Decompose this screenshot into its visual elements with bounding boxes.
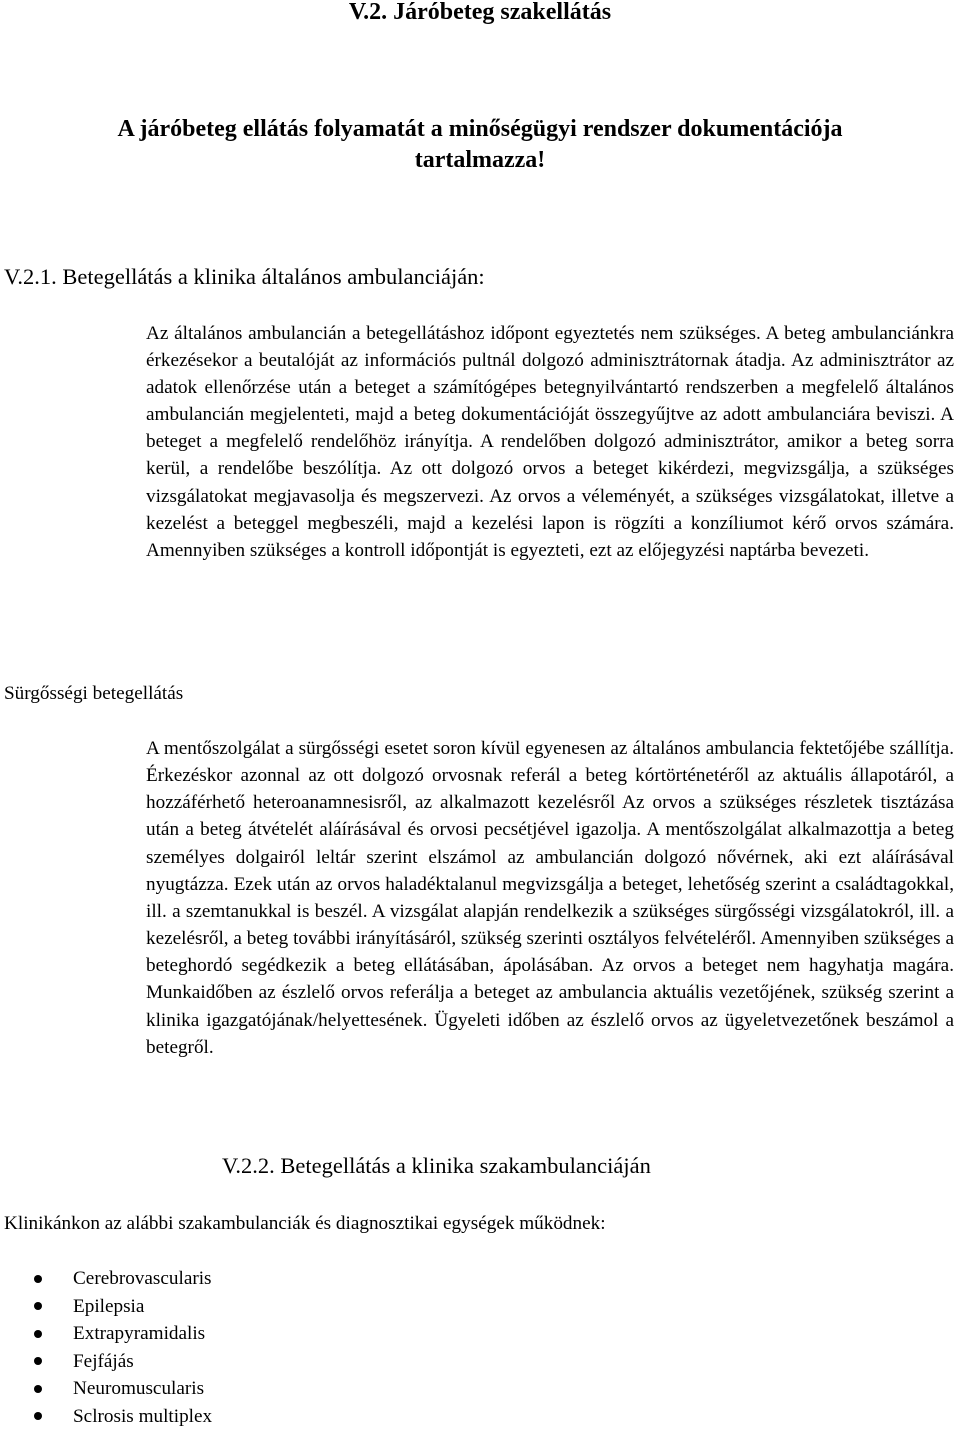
emergency-care-label: Sürgősségi betegellátás [4,683,184,704]
specialist-intro: Klinikánkon az alábbi szakambulanciák és diagnosztikai egységek működnek: [4,1213,606,1234]
list-item-label: Neuromuscularis [73,1378,205,1400]
bullet-icon [34,1330,42,1338]
general-ambulance-paragraph: Az általános ambulancián a betegellátáshoz időpont egyeztetés nem szükséges. A beteg ambulanciánkra érkezésekor a beutalóját az információs pultnál dolgozó adminisztrátornak átadja. Az adminisztrátor az adatok ellenőrzése után a beteget a számítógépes betegnyilvántartó rendszerben a megfelelő általános ambulancián megjelenteti, majd a beteg dokumentációját összegyűjtve az adott ambulanciára beviszi. A beteget a megfelelő rendelőhöz irányítja. A rendelőben dolgozó adminisztrátor, amikor a beteg sorra kerül, a rendelőbe beszólítja. Az ott dolgozó orvos a beteget kikérdezi, megvizsgálja, a szükséges vizsgálatokat megjavasolja és megszervezi. Az orvos a véleményét, a szükséges vizsgálatokat, illetve a kezelést a beteggel megbeszéli, majd a kezelési lapon is rögzíti a konzíliumot kérő orvos számára. Amennyiben szükséges a kontroll időpontját is egyezteti, ezt az előjegyzési naptárba bevezeti. [146,323,954,561]
bullet-icon [34,1385,42,1393]
bullet-icon [34,1357,42,1365]
subsection-heading-general-ambulance: V.2.1. Betegellátás a klinika általános ambulanciáján: [4,264,485,289]
list-item-label: Epilepsia [73,1295,145,1317]
list-item [34,1403,212,1431]
list-item-label: Extrapyramidalis [73,1323,206,1345]
bullet-icon [34,1302,42,1310]
list-item [34,1375,212,1403]
list-item [34,1348,212,1376]
emergency-care-paragraph: A mentőszolgálat a sürgősségi esetet soron kívül egyenesen az általános ambulancia fektetőjébe szállítja. Érkezéskor azonnal az ott dolgozó orvosnak referál a beteg kórtörténetéről az aktuális állapotáról, a hozzáférhető heteroanamnesisről, az alkalmazott kezelésről Az orvos a szükséges részletek tisztázása után a beteg átvételét aláírásával és orvosi pecsétjével igazolja. A mentőszolgálat alkalmazottja a beteg személyes dolgairól leltár szerint elszámol az ambulancián dolgozó nővérnek, aki ezt aláírásával nyugtázza. Ezek után az orvos haladéktalanul megvizsgálja a beteget, lehetőség szerint a családtagokkal, ill. a szemtanukkal is beszél. A vizsgálat alapján rendelkezik a szükséges sürgősségi vizsgálatokról, ill. a kezelésről, a beteg további irányításáról, szükség szerinti osztályos felvételéről. Amennyiben szükséges a beteghordó segédkezik a beteg ellátásában, ápolásában. Az orvos a beteget nem hagyhatja magára. Munkaidőben az észlelő orvos referálja a beteget az ambulancia aktuális vezetőjének, szükség szerint a klinika igazgatójának/helyettesének. Ügyeleti időben az észlelő orvos az ügyeletvezetőnek beszámol a betegről. [146,738,954,1058]
subsection-heading-specialist-ambulance: V.2.2. Betegellátás a klinika szakambulanciáján [222,1153,651,1178]
list-item-label: Sclrosis multiplex [73,1405,213,1427]
list-item [34,1320,212,1348]
section-title: V.2. Járóbeteg szakellátás [348,0,612,25]
bullet-icon [34,1412,42,1420]
subtitle: A járóbeteg ellátás folyamatát a minőségügyi rendszer dokumentációja tartalmazza! [117,116,843,173]
list-item-label: Cerebrovascularis [73,1268,212,1289]
list-item [34,1265,212,1293]
list-item-label: Fejfájás [73,1350,134,1372]
list-item [34,1293,212,1321]
specialist-unit-list [34,1265,212,1431]
bullet-icon [34,1275,42,1283]
